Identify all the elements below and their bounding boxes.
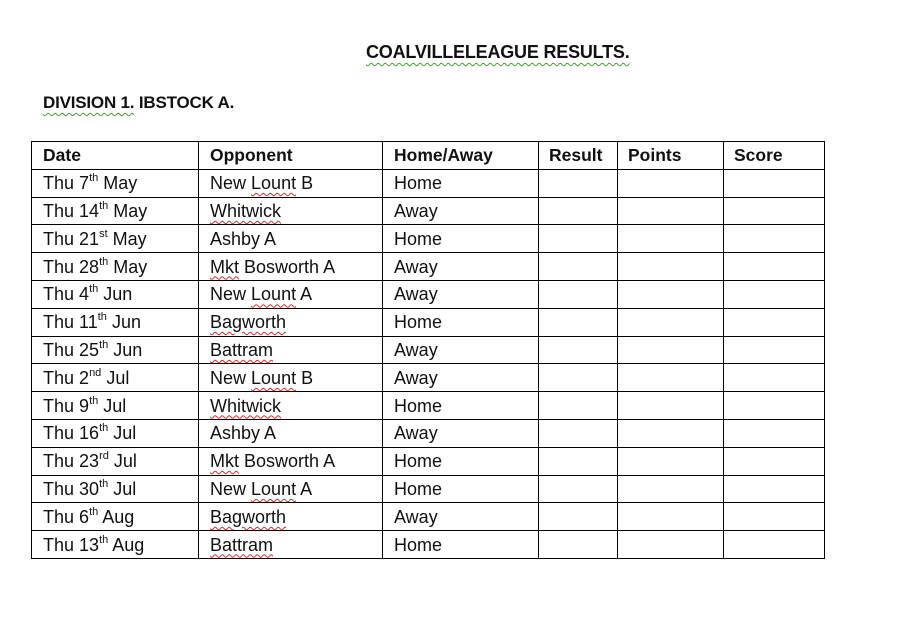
table-row	[32, 392, 825, 420]
date-month: Jul	[113, 451, 137, 472]
opponent-name: New Lount A	[210, 478, 313, 499]
date-number: 14	[79, 200, 100, 221]
table-row	[32, 531, 825, 559]
cell-score	[724, 280, 825, 308]
cell-opponent	[199, 308, 383, 336]
cell-result	[539, 447, 618, 475]
date-ordinal-suffix: rd	[99, 450, 109, 463]
table-row	[32, 447, 825, 475]
date-number: 7	[79, 173, 90, 194]
cell-result	[539, 197, 618, 225]
date-ordinal-suffix: th	[99, 255, 109, 268]
cell-result	[539, 253, 618, 281]
cell-home-away: Away	[383, 253, 539, 281]
spelling-error-mark: Lount	[251, 284, 297, 305]
cell-opponent	[199, 447, 383, 475]
spelling-error-mark: Lount	[251, 367, 297, 388]
date-number: 16	[79, 423, 100, 444]
cell-opponent	[199, 364, 383, 392]
cell-points	[618, 447, 724, 475]
cell-result	[539, 308, 618, 336]
spelling-error-mark: Mkt	[210, 256, 239, 277]
cell-points	[618, 392, 724, 420]
opponent-name	[210, 340, 273, 360]
date-day: Thu	[43, 395, 75, 416]
cell-points	[618, 225, 724, 253]
cell-points	[618, 364, 724, 392]
cell-date	[32, 169, 199, 197]
cell-home-away: Home	[383, 225, 539, 253]
table-row	[32, 197, 825, 225]
cell-result	[539, 503, 618, 531]
cell-score	[724, 503, 825, 531]
date-ordinal-suffix: th	[99, 422, 109, 435]
cell-date	[32, 531, 199, 559]
cell-home-away: Away	[383, 280, 539, 308]
cell-score	[724, 447, 825, 475]
date-number: 2	[79, 367, 90, 388]
date-ordinal-suffix: th	[89, 283, 99, 296]
table-header-row	[32, 142, 825, 170]
opponent-name	[210, 507, 286, 527]
spelling-error-mark: Whitwick	[210, 395, 281, 416]
date-day: Thu	[43, 367, 75, 388]
table-row	[32, 419, 825, 447]
cell-points	[618, 253, 724, 281]
date-day: Thu	[43, 423, 75, 444]
cell-score	[724, 392, 825, 420]
cell-home-away: Away	[383, 336, 539, 364]
cell-home-away: Home	[383, 169, 539, 197]
cell-opponent	[199, 419, 383, 447]
cell-opponent	[199, 531, 383, 559]
date-ordinal-suffix: th	[99, 533, 109, 546]
date-day: Thu	[43, 534, 75, 555]
date-month: Jul	[103, 395, 127, 416]
cell-date	[32, 364, 199, 392]
cell-date	[32, 336, 199, 364]
date-ordinal-suffix: th	[99, 199, 109, 212]
cell-home-away: Home	[383, 531, 539, 559]
date-number: 4	[79, 284, 90, 305]
table-row	[32, 169, 825, 197]
date-month: May	[113, 256, 148, 277]
cell-result	[539, 419, 618, 447]
cell-result	[539, 336, 618, 364]
table-row	[32, 253, 825, 281]
cell-score	[724, 475, 825, 503]
table-row	[32, 475, 825, 503]
date-day: Thu	[43, 228, 75, 249]
division-label: DIVISION 1.	[43, 93, 135, 112]
team-name: IBSTOCK A.	[138, 93, 235, 112]
date-month: May	[103, 173, 138, 194]
spelling-error-mark: Bagworth	[210, 312, 287, 333]
spelling-error-mark: Lount	[251, 173, 297, 194]
cell-score	[724, 253, 825, 281]
date-month: Aug	[102, 506, 135, 527]
date-day: Thu	[43, 312, 75, 333]
opponent-name	[210, 535, 273, 555]
header-score: Score	[724, 142, 825, 170]
cell-result	[539, 364, 618, 392]
cell-opponent	[199, 392, 383, 420]
cell-points	[618, 197, 724, 225]
cell-opponent	[199, 336, 383, 364]
division-heading	[43, 93, 234, 113]
table-row	[32, 308, 825, 336]
cell-opponent	[199, 503, 383, 531]
table-row	[32, 503, 825, 531]
date-month: May	[112, 228, 147, 249]
opponent-name	[210, 312, 286, 332]
cell-home-away: Away	[383, 197, 539, 225]
cell-score	[724, 197, 825, 225]
opponent-name: Ashby A	[210, 423, 277, 444]
date-number: 21	[79, 228, 100, 249]
date-number: 23	[79, 451, 100, 472]
cell-score	[724, 308, 825, 336]
header-result: Result	[539, 142, 618, 170]
header-date: Date	[32, 142, 199, 170]
opponent-name	[210, 396, 281, 416]
spelling-error-mark: Lount	[251, 478, 297, 499]
cell-score	[724, 364, 825, 392]
date-ordinal-suffix: st	[99, 227, 108, 240]
header-opponent: Opponent	[199, 142, 383, 170]
spelling-error-mark: Battram	[210, 534, 274, 555]
cell-date	[32, 392, 199, 420]
cell-date	[32, 447, 199, 475]
cell-opponent	[199, 169, 383, 197]
table-row	[32, 336, 825, 364]
date-month: May	[113, 200, 148, 221]
cell-home-away: Home	[383, 392, 539, 420]
cell-home-away: Home	[383, 308, 539, 336]
date-ordinal-suffix: th	[89, 394, 99, 407]
cell-home-away: Away	[383, 364, 539, 392]
cell-date	[32, 503, 199, 531]
date-number: 30	[79, 478, 100, 499]
cell-opponent	[199, 197, 383, 225]
cell-points	[618, 503, 724, 531]
header-points: Points	[618, 142, 724, 170]
cell-result	[539, 475, 618, 503]
cell-date	[32, 197, 199, 225]
cell-points	[618, 308, 724, 336]
date-day: Thu	[43, 451, 75, 472]
cell-opponent	[199, 225, 383, 253]
cell-score	[724, 169, 825, 197]
page-title: COALVILLELEAGUE RESULTS.	[366, 42, 630, 62]
cell-points	[618, 169, 724, 197]
cell-points	[618, 336, 724, 364]
cell-date	[32, 280, 199, 308]
spelling-error-mark: Bagworth	[210, 506, 287, 527]
cell-result	[539, 169, 618, 197]
date-day: Thu	[43, 284, 75, 305]
date-month: Jul	[113, 423, 137, 444]
table-row	[32, 280, 825, 308]
cell-home-away: Home	[383, 475, 539, 503]
cell-date	[32, 475, 199, 503]
date-ordinal-suffix: th	[89, 172, 99, 185]
opponent-name: New Lount B	[210, 173, 314, 194]
cell-score	[724, 419, 825, 447]
date-day: Thu	[43, 173, 75, 194]
date-number: 11	[79, 312, 98, 333]
cell-result	[539, 531, 618, 559]
date-day: Thu	[43, 339, 75, 360]
table-row	[32, 364, 825, 392]
cell-score	[724, 531, 825, 559]
date-ordinal-suffix: th	[89, 505, 99, 518]
cell-opponent	[199, 253, 383, 281]
cell-home-away: Away	[383, 419, 539, 447]
cell-result	[539, 280, 618, 308]
date-month: Jul	[113, 478, 137, 499]
cell-date	[32, 253, 199, 281]
opponent-name: New Lount B	[210, 367, 314, 388]
date-number: 9	[79, 395, 90, 416]
spelling-error-mark: Whitwick	[210, 200, 281, 221]
date-month: Jun	[103, 284, 133, 305]
opponent-name: New Lount A	[210, 284, 313, 305]
cell-date	[32, 225, 199, 253]
cell-points	[618, 280, 724, 308]
table-row	[32, 225, 825, 253]
date-number: 13	[79, 534, 100, 555]
opponent-name	[210, 201, 281, 221]
date-ordinal-suffix: nd	[89, 366, 102, 379]
cell-score	[724, 336, 825, 364]
spelling-error-mark: Mkt	[210, 451, 239, 472]
cell-home-away: Home	[383, 447, 539, 475]
date-number: 25	[79, 339, 100, 360]
date-number: 6	[79, 506, 90, 527]
cell-opponent	[199, 475, 383, 503]
fixtures-table	[31, 141, 825, 559]
cell-points	[618, 475, 724, 503]
date-month: Jun	[111, 312, 141, 333]
opponent-name: Ashby A	[210, 228, 277, 249]
spelling-error-mark: Battram	[210, 339, 274, 360]
cell-date	[32, 308, 199, 336]
cell-home-away: Away	[383, 503, 539, 531]
cell-result	[539, 392, 618, 420]
date-day: Thu	[43, 478, 75, 499]
opponent-name: Mkt Bosworth A	[210, 451, 336, 472]
cell-score	[724, 225, 825, 253]
cell-opponent	[199, 280, 383, 308]
cell-points	[618, 531, 724, 559]
date-day: Thu	[43, 256, 75, 277]
date-day: Thu	[43, 200, 75, 221]
date-ordinal-suffix: th	[97, 311, 107, 324]
opponent-name: Mkt Bosworth A	[210, 256, 336, 277]
date-ordinal-suffix: th	[99, 477, 109, 490]
date-number: 28	[79, 256, 100, 277]
date-ordinal-suffix: th	[99, 338, 109, 351]
cell-date	[32, 419, 199, 447]
date-month: Aug	[112, 534, 145, 555]
cell-points	[618, 419, 724, 447]
date-month: Jun	[113, 339, 143, 360]
header-home-away: Home/Away	[383, 142, 539, 170]
date-day: Thu	[43, 506, 75, 527]
date-month: Jul	[106, 367, 130, 388]
cell-result	[539, 225, 618, 253]
